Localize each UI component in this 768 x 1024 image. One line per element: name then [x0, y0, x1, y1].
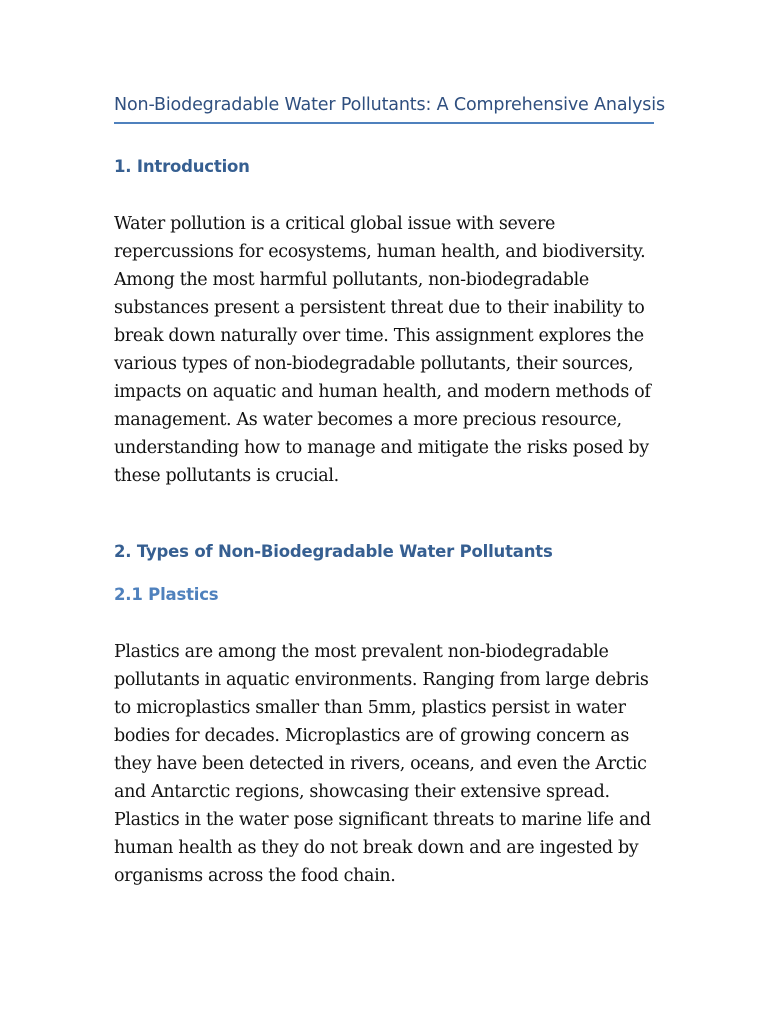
paragraph-line: these pollutants is crucial. [114, 466, 339, 486]
paragraph-line: they have been detected in rivers, oceans, and even the Arctic [114, 754, 647, 774]
paragraph-line: understanding how to manage and mitigate the risks posed by [114, 438, 649, 458]
paragraph-line: to microplastics smaller than 5mm, plastics persist in water [114, 698, 626, 718]
paragraph-line: impacts on aquatic and human health, and modern methods of [114, 382, 651, 402]
section-heading-types: 2. Types of Non-Biodegradable Water Pollutants [114, 542, 553, 561]
paragraph-line: break down naturally over time. This assignment explores the [114, 326, 644, 346]
paragraph-line: organisms across the food chain. [114, 866, 396, 886]
paragraph-line: Water pollution is a critical global issue with severe [114, 214, 556, 234]
paragraph-line: and Antarctic regions, showcasing their extensive spread. [114, 782, 610, 802]
paragraph-line: pollutants in aquatic environments. Ranging from large debris [114, 670, 649, 690]
paragraph-line: Among the most harmful pollutants, non-biodegradable [114, 270, 589, 290]
subsection-heading-plastics: 2.1 Plastics [114, 585, 219, 604]
paragraph-line: Plastics in the water pose significant threats to marine life and [114, 810, 651, 830]
paragraph-line: bodies for decades. Microplastics are of growing concern as [114, 726, 629, 746]
paragraph-line: repercussions for ecosystems, human health, and biodiversity. [114, 242, 646, 262]
paragraph-line: management. As water becomes a more precious resource, [114, 410, 622, 430]
paragraph-line: Plastics are among the most prevalent non-biodegradable [114, 642, 609, 662]
paragraph-line: human health as they do not break down and are ingested by [114, 838, 639, 858]
paragraph-line: various types of non-biodegradable pollutants, their sources, [114, 354, 634, 374]
paragraph-line: substances present a persistent threat due to their inability to [114, 298, 645, 318]
document-page [114, 88, 665, 890]
document-title: Non-Biodegradable Water Pollutants: A Comprehensive Analysis [114, 88, 654, 124]
section-heading-introduction: 1. Introduction [114, 157, 250, 176]
introduction-paragraph [114, 210, 654, 490]
plastics-paragraph [114, 638, 654, 890]
